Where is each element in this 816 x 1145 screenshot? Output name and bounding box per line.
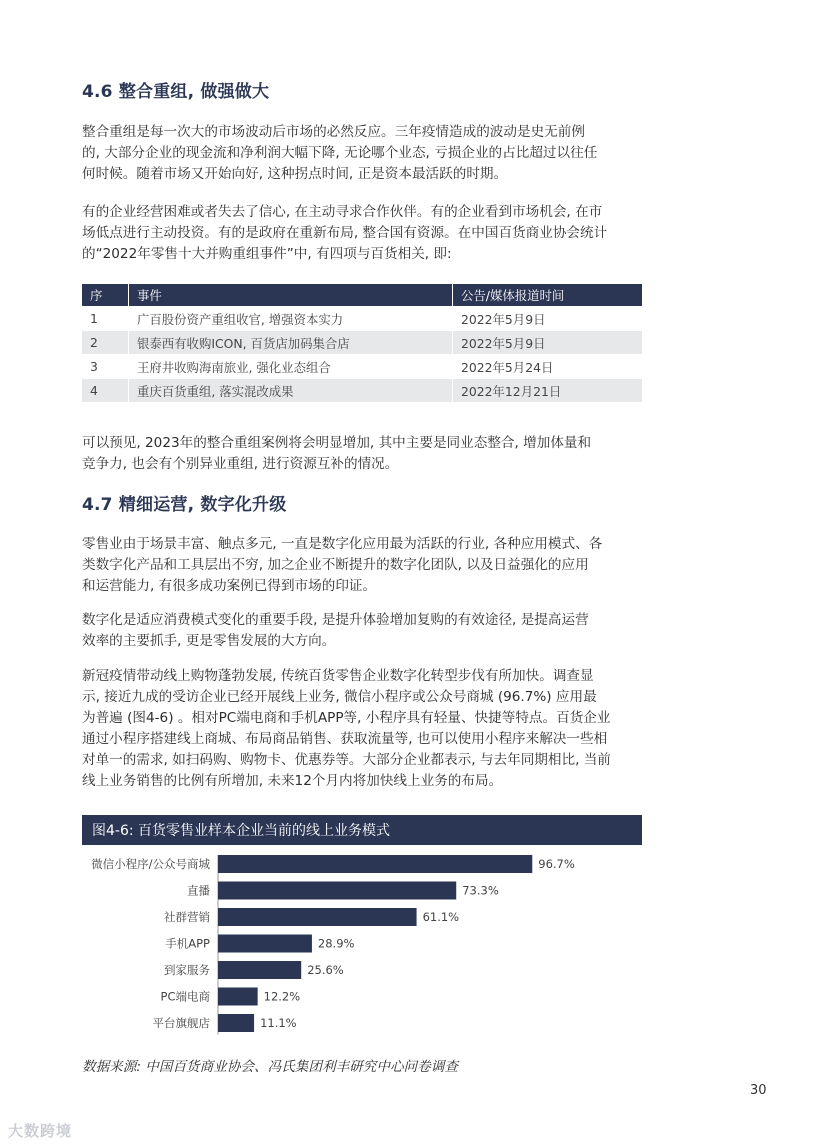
- text-line: 的, 大部分企业的现金流和净利润大幅下降, 无论哪个业态, 亏损企业的占比超过以往任: [82, 145, 598, 161]
- category-label: PC端电商: [160, 989, 210, 1004]
- text-line: 线上业务销售的比例有所增加, 未来12个月内将加快线上业务的布局。: [82, 773, 503, 789]
- bar: [218, 935, 312, 953]
- row-event: 银泰西有收购ICON, 百货店加码集合店: [129, 331, 453, 355]
- text-line: 效率的主要抓手, 更是零售发展的大方向。: [82, 633, 336, 649]
- value-label: 11.1%: [260, 1016, 297, 1030]
- row-date: 2022年5月9日: [453, 331, 643, 355]
- value-label: 96.7%: [538, 857, 575, 871]
- category-label: 平台旗舰店: [152, 1016, 210, 1030]
- text-line: 零售业由于场景丰富、触点多元, 一直是数字化应用最为活跃的行业, 各种应用模式、各: [82, 536, 603, 552]
- section-4-7-paragraph-2: [82, 610, 642, 652]
- category-label: 手机APP: [165, 936, 210, 951]
- watermark-logo: [8, 1120, 72, 1141]
- row-index: 2: [82, 331, 129, 355]
- figure-caption: 图4-6: 百货零售业样本企业当前的线上业务模式: [82, 815, 642, 845]
- value-label: 28.9%: [317, 936, 355, 951]
- watermark-text: 大数跨境: [8, 1122, 73, 1140]
- row-event: 广百股份资产重组收官, 增强资本实力: [129, 307, 453, 331]
- text-line: 示, 接近九成的受访企业已经开展线上业务, 微信小程序或公众号商城 (96.7%) 应用最: [82, 689, 597, 705]
- value-label: 12.2%: [263, 989, 301, 1004]
- text-line: 竞争力, 也会有个别异业重组, 进行资源互补的情况。: [82, 456, 399, 472]
- text-line: 新冠疫情带动线上购物蓬勃发展, 传统百货零售企业数字化转型步伐有所加快。调查显: [82, 668, 594, 684]
- bar: [218, 1014, 254, 1032]
- page-number: 30: [750, 1083, 767, 1098]
- text-line: 可以预见, 2023年的整合重组案例将会明显增加, 其中主要是同业态整合, 增加体量和: [82, 435, 592, 451]
- section-4-6-paragraph-1: [82, 122, 642, 185]
- bar: [218, 961, 301, 979]
- text-line: 何时候。随着市场又开始向好, 这种拐点时间, 正是资本最活跃的时期。: [82, 166, 508, 182]
- value-label: 73.3%: [462, 883, 499, 898]
- row-date: 2022年5月24日: [453, 355, 643, 379]
- text-line: 类数字化产品和工具层出不穷, 加之企业不断提升的数字化团队, 以及日益强化的应用: [82, 557, 589, 573]
- text-line: 的“2022年零售十大并购重组事件”中, 有四项与百货相关, 即:: [82, 246, 452, 262]
- online-business-bar-chart: [82, 850, 642, 1050]
- section-4-6-paragraph-3: [82, 433, 642, 475]
- section-4-6-paragraph-2: [82, 202, 642, 265]
- table-row: [82, 355, 642, 379]
- row-index: 3: [82, 355, 129, 379]
- text-line: 整合重组是每一次大的市场波动后市场的必然反应。三年疫情造成的波动是史无前例: [82, 124, 585, 140]
- table-row: [82, 307, 642, 331]
- row-event: 重庆百货重组, 落实混改成果: [129, 379, 453, 403]
- value-label: 61.1%: [422, 910, 460, 924]
- text-line: 为普遍 (图4-6) 。相对PC端电商和手机APP等, 小程序具有轻量、快捷等特点。百货企业: [82, 710, 611, 726]
- text-line: 通过小程序搭建线上商城、布局商品销售、获取流量等, 也可以使用小程序来解决一些相: [82, 731, 608, 747]
- category-label: 到家服务: [164, 963, 210, 977]
- text-line: 场低点进行主动投资。有的是政府在重新布局, 整合国有资源。在中国百货商业协会统计: [82, 225, 608, 241]
- text-line: 有的企业经营困难或者失去了信心, 在主动寻求合作伙伴。有的企业看到市场机会, 在市: [82, 204, 603, 220]
- category-label: 直播: [187, 883, 210, 898]
- table-header-row: [82, 284, 642, 307]
- table-row: [82, 379, 642, 403]
- section-4-7-title: 4.7 精细运营, 数字化升级: [82, 495, 287, 515]
- section-4-6-title: 4.6 整合重组, 做强做大: [82, 82, 270, 102]
- category-label: 微信小程序/公众号商城: [91, 857, 210, 871]
- bar: [218, 855, 532, 873]
- text-line: 对单一的需求, 如扫码购、购物卡、优惠券等。大部分企业都表示, 与去年同期相比, 当前: [82, 752, 611, 768]
- mergers-table: [82, 284, 642, 402]
- bar: [218, 882, 456, 900]
- row-index: 4: [82, 379, 129, 403]
- data-source-note: 数据来源: 中国百货商业协会、冯氏集团利丰研究中心问卷调查: [82, 1059, 458, 1075]
- header-index: 序: [82, 284, 129, 307]
- text-line: 和运营能力, 有很多成功案例已得到市场的印证。: [82, 578, 377, 594]
- row-index: 1: [82, 307, 129, 331]
- header-event: 事件: [129, 284, 453, 307]
- value-label: 25.6%: [307, 963, 344, 977]
- section-4-7-paragraph-3: [82, 666, 642, 792]
- bar: [218, 988, 258, 1006]
- bar: [218, 908, 417, 926]
- section-4-7-paragraph-1: [82, 534, 642, 597]
- table-row: [82, 331, 642, 355]
- text-line: 数字化是适应消费模式变化的重要手段, 是提升体验增加复购的有效途径, 是提高运营: [82, 612, 589, 628]
- row-date: 2022年5月9日: [453, 307, 643, 331]
- row-event: 王府井收购海南旅业, 强化业态组合: [129, 355, 453, 379]
- header-date: 公告/媒体报道时间: [453, 284, 643, 307]
- category-label: 社群营销: [164, 910, 210, 924]
- row-date: 2022年12月21日: [453, 379, 643, 403]
